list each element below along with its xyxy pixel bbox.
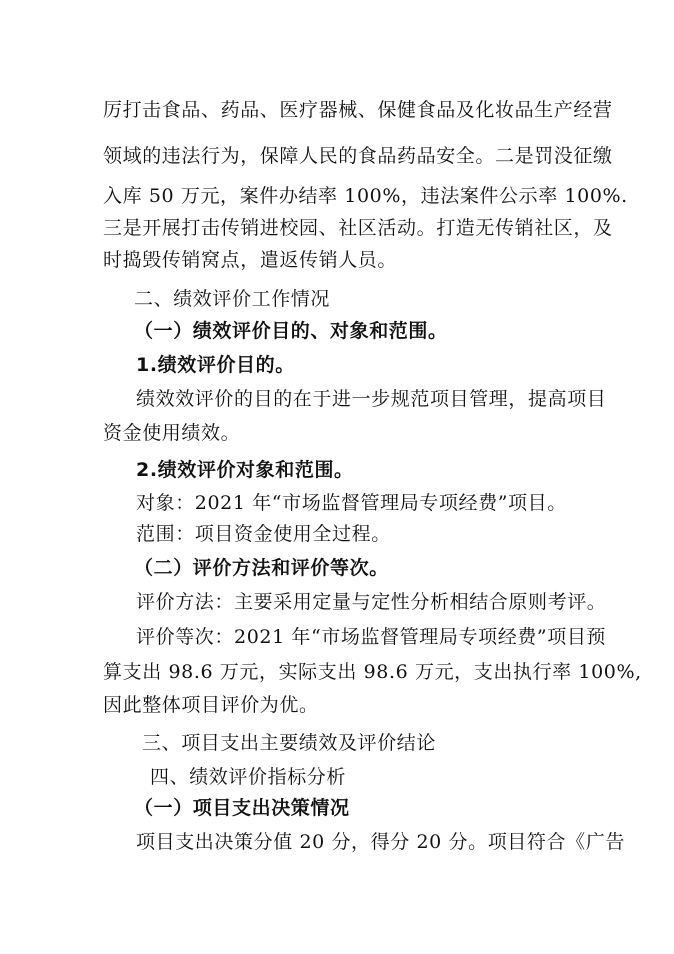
grade-text-line-1: 评价等次：2021 年“市场监督管理局专项经费”项目预 [136,626,607,648]
item-2-object: 对象：2021 年“市场监督管理局专项经费”项目。 [136,492,567,514]
section-2-heading: 二、绩效评价工作情况 [134,288,331,310]
section-4-subheading-1: （一）项目支出决策情况 [134,797,350,819]
item-1-heading: 1.绩效评价目的。 [136,354,295,376]
item-2-scope: 范围：项目资金使用全过程。 [136,523,391,545]
item-1-text-line-1: 绩效效评价的目的在于进一步规范项目管理，提高项目 [136,388,607,410]
item-2-heading: 2.绩效评价对象和范围。 [136,459,354,481]
grade-text-line-3: 因此整体项目评价为优。 [103,694,319,716]
paragraph-line-4: 三是开展打击传销进校园、社区活动。打造无传销社区，及 [103,217,613,239]
grade-text-line-2: 算支出 98.6 万元，实际支出 98.6 万元，支出执行率 100%, [103,661,642,683]
item-1-text-line-2: 资金使用绩效。 [103,422,241,444]
section-3-heading: 三、项目支出主要绩效及评价结论 [142,732,437,754]
section-2-subheading-1: （一）绩效评价目的、对象和范围。 [134,320,448,342]
decision-text: 项目支出决策分值 20 分，得分 20 分。项目符合《广告 [136,831,625,853]
paragraph-line-1: 厉打击食品、药品、医疗器械、保健食品及化妆品生产经营 [103,99,613,121]
paragraph-line-3: 入库 50 万元，案件办结率 100%，违法案件公示率 100%. [103,185,628,207]
section-2-subheading-2: （二）评价方法和评价等次。 [134,557,389,579]
paragraph-line-2: 领域的违法行为，保障人民的食品药品安全。二是罚没征缴 [103,145,613,167]
paragraph-line-5: 时捣毁传销窝点，遣返传销人员。 [103,249,398,271]
method-text: 评价方法：主要采用定量与定性分析相结合原则考评。 [136,591,607,613]
section-4-heading: 四、绩效评价指标分析 [150,766,347,788]
